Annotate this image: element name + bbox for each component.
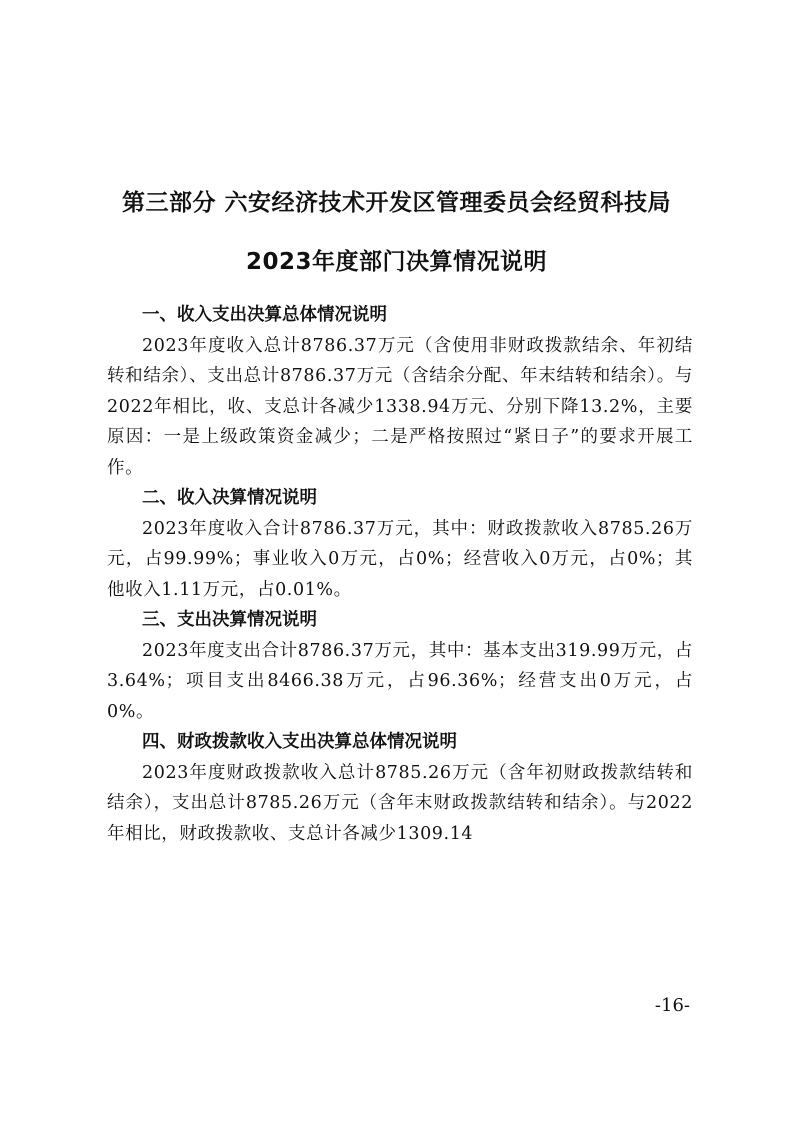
section-paragraph-1: 2023年度收入总计8786.37万元（含使用非财政拨款结余、年初结转和结余）、支出总计8786.37万元（含结余分配、年末结转和结余）。与2022年相比，收、支总计各减少1338.94万元、分别下降13.2%，主要原因：一是上级政策资金减少；二是严格按照过“紧日子”的要求开展工作。 [107, 335, 693, 478]
section-paragraph-2: 2023年度收入合计8786.37万元，其中：财政拨款收入8785.26万元，占99.99%；事业收入0万元，占0%；经营收入0万元，占0%；其他收入1.11万元，占0.01%。 [107, 518, 693, 600]
section-heading-1: 一、收入支出决算总体情况说明 [142, 305, 387, 325]
section-heading-3: 三、支出决算情况说明 [142, 610, 317, 630]
document-body [107, 300, 693, 849]
section-paragraph-3: 2023年度支出合计8786.37万元，其中：基本支出319.99万元，占3.64%；项目支出8466.38万元，占96.36%；经营支出0万元，占0%。 [107, 640, 693, 722]
section-heading-2: 二、收入决算情况说明 [142, 488, 317, 508]
document-title-line2: 2023年度部门决算情况说明 [245, 249, 547, 275]
document-title-line1: 第三部分 六安经济技术开发区管理委员会经贸科技局 [121, 190, 671, 216]
page-number: -16- [654, 995, 690, 1016]
section-heading-4: 四、财政拨款收入支出决算总体情况说明 [142, 732, 457, 752]
section-paragraph-4: 2023年度财政拨款收入总计8785.26万元（含年初财政拨款结转和结余），支出总计8785.26万元（含年末财政拨款结转和结余）。与2022年相比，财政拨款收、支总计各减少1309.14 [107, 762, 693, 844]
